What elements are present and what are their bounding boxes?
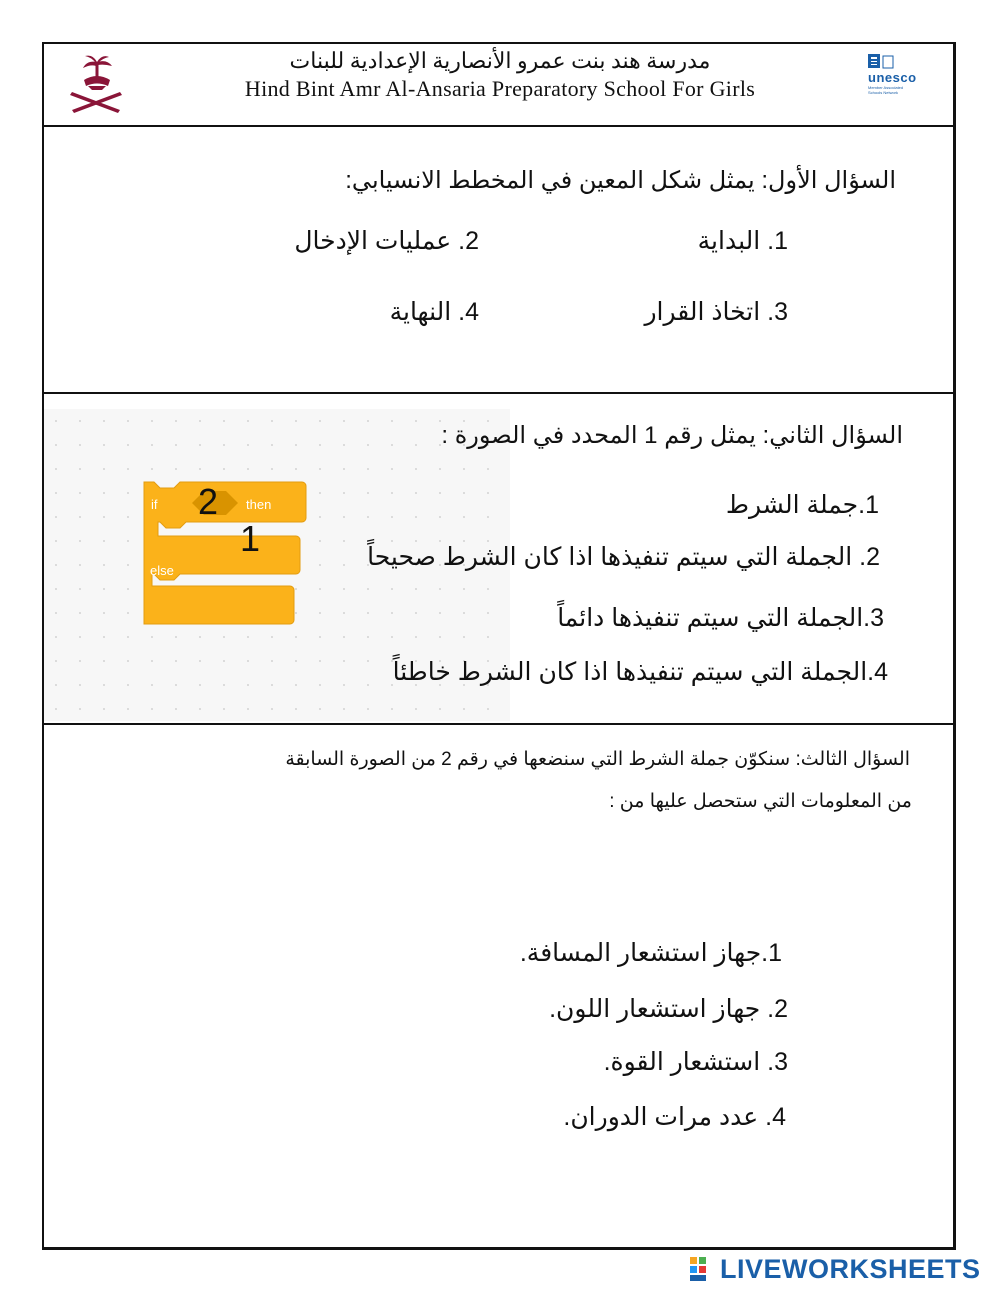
q1-option-2: 2. عمليات الإدخال [294,227,479,255]
q2-question: السؤال الثاني: يمثل رقم 1 المحدد في الصورة : [441,422,903,449]
qatar-emblem-icon [64,52,128,116]
q1-option-4: 4. النهاية [389,298,479,326]
q3-option-2: 2. جهاز استشعار اللون. [549,995,788,1023]
marker-1: 1 [240,518,261,559]
unesco-logo-icon [866,54,932,102]
q2-option-1: 1.جملة الشرط [725,491,879,519]
q3-question-line2: من المعلومات التي ستحصل عليها من : [609,791,912,812]
q2-option-4: 4.الجملة التي سيتم تنفيذها اذا كان الشرط خاطئاً [392,658,888,686]
unesco-label: unesco [868,70,917,85]
q2-option-2: 2. الجملة التي سيتم تنفيذها اذا كان الشرط صحيحاً [367,543,880,571]
school-name-arabic: مدرسة هند بنت عمرو الأنصارية الإعدادية للبنات [289,48,711,73]
q3-option-3: 3. استشعار القوة. [603,1048,788,1076]
unesco-sub-label: Member Associated Schools Network [868,85,904,95]
block-else-label: else [150,563,174,578]
q3-option-1: 1.جهاز استشعار المسافة. [519,939,782,967]
header-divider [42,125,956,127]
marker-2: 2 [198,481,219,522]
q2-option-3: 3.الجملة التي سيتم تنفيذها دائماً [557,604,884,632]
q1-option-3: 3. اتخاذ القرار [644,298,788,326]
q3-option-4: 4. عدد مرات الدوران. [563,1103,786,1131]
liveworksheets-logo-icon [690,1257,716,1281]
q1-question: السؤال الأول: يمثل شكل المعين في المخطط الانسيابي: [345,167,896,194]
block-if-label: if [151,497,158,512]
q2-divider [42,723,956,725]
q1-option-1: 1. البداية [697,227,788,255]
liveworksheets-brand-text: LIVEWORKSHEETS [720,1253,981,1284]
q3-question-line1: السؤال الثالث: سنكوّن جملة الشرط التي سنضعها في رقم 2 من الصورة السابقة [285,749,910,770]
liveworksheets-logo [690,1254,981,1284]
school-name-english: Hind Bint Amr Al-Ansaria Preparatory School For Girls [244,76,756,101]
q1-divider [42,392,956,394]
block-then-label: then [246,497,272,512]
